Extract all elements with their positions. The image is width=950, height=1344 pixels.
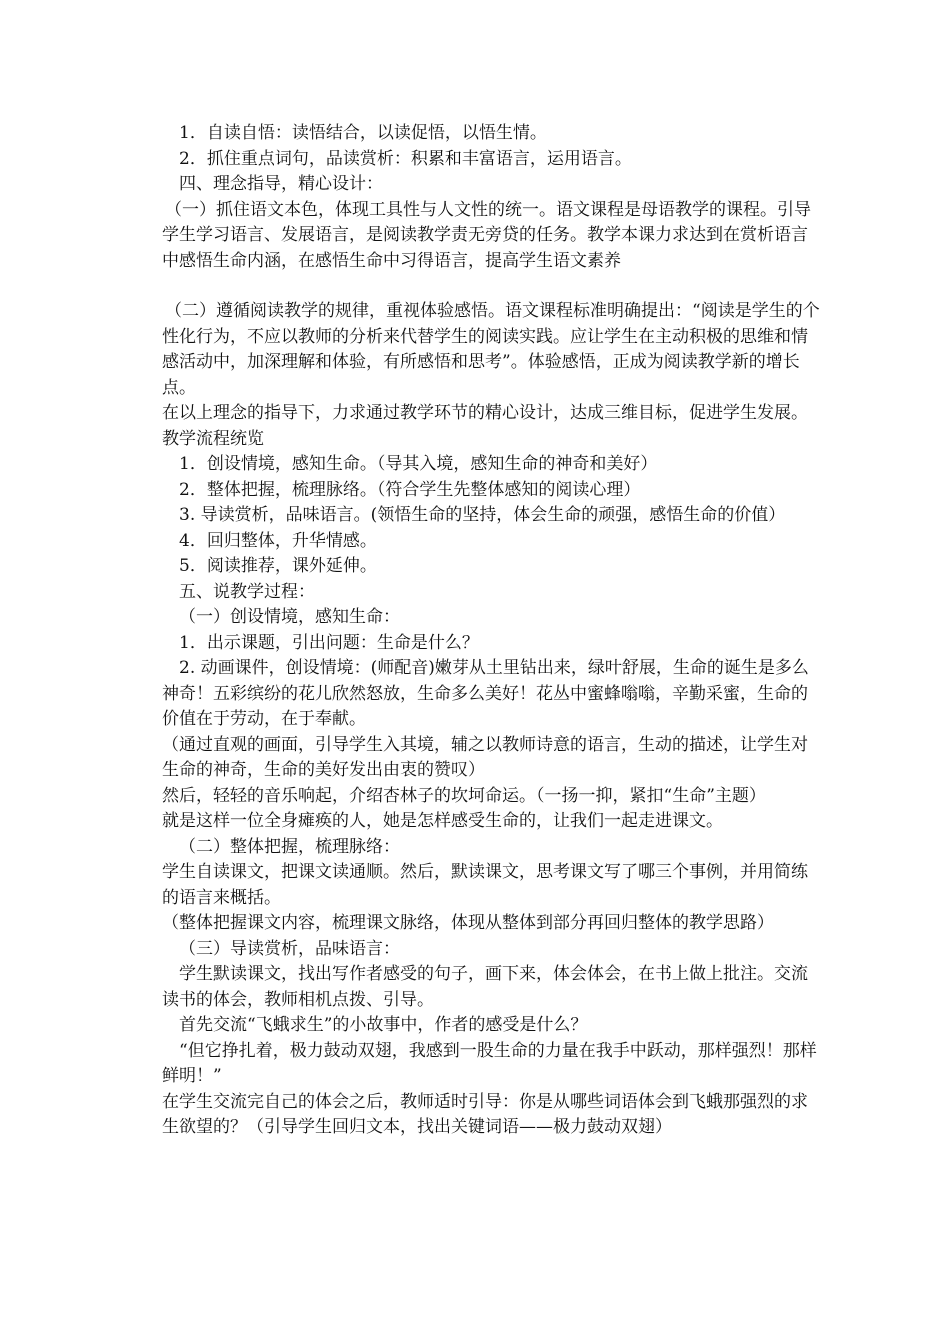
flow-step-4: 4．回归整体，升华情感。 bbox=[179, 530, 377, 551]
paragraph-silent-reading: 学生默读课文，找出写作者感受的句子，画下来，体会体会，在书上做上批注。交流读书的体会，教师相机点拨、引导。 bbox=[162, 964, 808, 1010]
paragraph-moth-question: 首先交流“飞蛾求生”的小故事中，作者的感受是什么？ bbox=[179, 1015, 588, 1035]
subsection-heading-1: （一）创设情境，感知生命： bbox=[179, 607, 400, 627]
paragraph-concept-2: （二）遵循阅读教学的规律，重视体验感悟。语文课程标准明确提出：“阅读是学生的个性化行为，不应以教师的分析来代替学生的阅读实践。应让学生在主动积极的思维和情感活动中，加深理解和体验，有所感悟和思考”。体验感悟，正成为阅读教学新的增长点。 bbox=[162, 301, 820, 398]
paragraph-quote: “但它挣扎着，极力鼓动双翅，我感到一股生命的力量在我手中跃动，那样强烈！那样鲜明！” bbox=[162, 1040, 817, 1086]
paragraph-guidance: 在以上理念的指导下，力求通过教学环节的精心设计，达成三维目标，促进学生发展。 bbox=[162, 403, 808, 423]
flow-step-5: 5．阅读推荐，课外延伸。 bbox=[179, 556, 377, 576]
section-heading-4: 四、理念指导，精心设计： bbox=[179, 174, 383, 194]
paragraph-concept-1: （一）抓住语文本色，体现工具性与人文性的统一。语文课程是母语教学的课程。引导学生学习语言、发展语言，是阅读教学责无旁贷的任务。教学本课力求达到在赏析语言中感悟生命内涵，在感悟生命中习得语言，提高学生语文素养 bbox=[162, 199, 811, 271]
paragraph-note-1: （通过直观的画面，引导学生入其境，辅之以教师诗意的语言，生动的描述，让学生对生命的神奇，生命的美好发出由衷的赞叹） bbox=[162, 734, 808, 780]
subsection-heading-3: （三）导读赏析，品味语言： bbox=[179, 938, 400, 959]
paragraph-self-study: 学生自读课文，把课文读通顺。然后，默读课文，思考课文写了哪三个事例，并用简练的语言来概括。 bbox=[162, 862, 808, 908]
flow-step-3: 3. 导读赏析，品味语言。(领悟生命的坚持，体会生命的顽强，感悟生命的价值） bbox=[179, 505, 786, 525]
paragraph-key-words: 2．抓住重点词句，品读赏析：积累和丰富语言，运用语言。 bbox=[179, 148, 632, 169]
subsection-heading-2: （二）整体把握，梳理脉络： bbox=[179, 836, 400, 857]
section-heading-5: 五、说教学过程： bbox=[179, 581, 315, 602]
paragraph-note-2: （整体把握课文内容，梳理课文脉络，体现从整体到部分再回归整体的教学思路） bbox=[162, 913, 774, 933]
paragraph-music-intro: 然后，轻轻的音乐响起，介绍杏林子的坎坷命运。（一扬一抑，紧扣“生命”主题） bbox=[162, 785, 766, 806]
process-step-1: 1．出示课题，引出问题：生命是什么？ bbox=[179, 632, 479, 653]
paragraph-self-reading: 1．自读自悟：读悟结合，以读促悟，以悟生情。 bbox=[179, 123, 547, 143]
subheading-flow-overview: 教学流程统览 bbox=[162, 428, 264, 449]
process-step-2: 2. 动画课件，创设情境：(师配音)嫩芽从土里钻出来，绿叶舒展，生命的诞生是多么神奇！五彩缤纷的花儿欣然怒放，生命多么美好！花丛中蜜蜂嗡嗡，辛勤采蜜，生命的价值在于劳动，在于奉献。 bbox=[162, 658, 809, 729]
blank-line bbox=[162, 274, 822, 299]
flow-step-2: 2．整体把握，梳理脉络。（符合学生先整体感知的阅读心理） bbox=[179, 479, 641, 500]
flow-step-1: 1．创设情境，感知生命。（导其入境，感知生命的神奇和美好） bbox=[179, 454, 658, 474]
paragraph-teacher-guide: 在学生交流完自己的体会之后，教师适时引导：你是从哪些词语体会到飞蛾那强烈的求生欲望的？（引导学生回归文本，找出关键词语——极力鼓动双翅） bbox=[162, 1091, 808, 1137]
paragraph-enter-text: 就是这样一位全身瘫痪的人，她是怎样感受生命的，让我们一起走进课文。 bbox=[162, 811, 723, 831]
document-body bbox=[162, 121, 822, 1141]
